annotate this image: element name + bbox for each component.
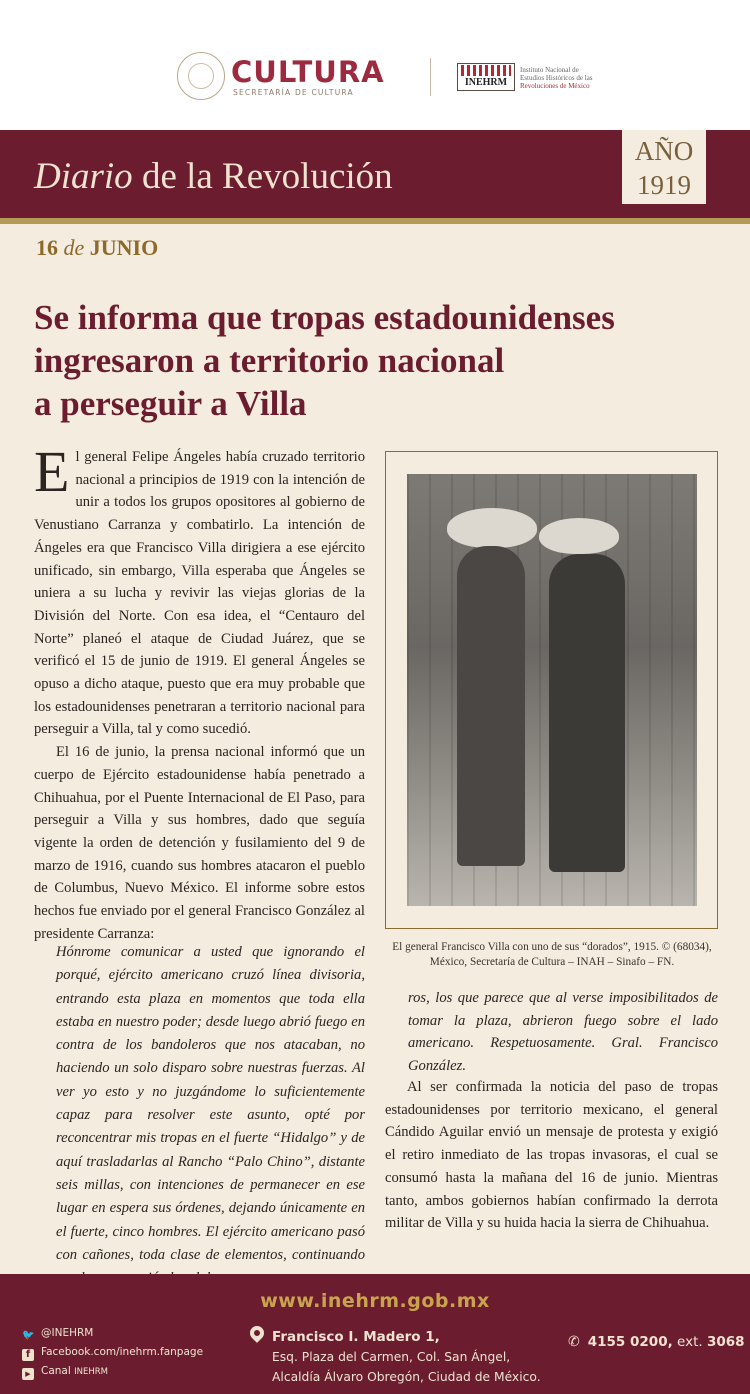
phone-contact[interactable]: [568, 1334, 745, 1350]
inehrm-columns-icon: [461, 65, 511, 76]
institute-name: [520, 66, 593, 90]
facebook-link[interactable]: [22, 1346, 203, 1361]
address: [272, 1327, 541, 1387]
drop-cap: E: [34, 439, 70, 504]
title-italic: Diario: [34, 156, 133, 197]
paragraph-1-text: l general Felipe Ángeles había cruzado territorio nacional a principios de 1919 con la intención de unir a todos los grupos opositores al gobierno de Venustiano Carranza y combatirlo. La intención de Ángeles era que Francisco Villa dirigiera a ese ejército unificado, sin embargo, Villa esperaba que Ángeles se uniera a su lucha y revivir las viejas glorias de la División del Norte. Con esa idea, el “Centauro del Norte” planeó el ataque de Ciudad Juárez, que se verificó el 15 de junio de 1919. El general Ángeles se opuso a dicho ataque, puesto que era muy probable que los estadounidenses penetraran a territorio nacional para perseguir a Villa, tal y como sucedió.: [34, 449, 365, 738]
youtube-channel: INEHRM: [74, 1367, 108, 1377]
title-rest: de la Revolución: [132, 156, 393, 197]
figure-dorado: [457, 546, 525, 866]
headline-line: a perseguir a Villa: [34, 384, 307, 423]
secretaria-label: SECRETARÍA DE CULTURA: [233, 88, 354, 97]
historical-photo: [407, 474, 697, 906]
paragraph-3: Al ser confirmada la noticia del paso de tropas estadounidenses por territorio mexicano, el general Cándido Aguilar envió un mensaje de protesta y exigió el retiro inmediato de las tropas invasoras, el cual se consumó hasta la mañana del 16 de junio. Mientras tanto, ambos gobiernos habían confirmado la derrota militar de Villa y su huida hacia la sierra de Chihuahua.: [385, 1079, 718, 1232]
ext-label: ext.: [677, 1334, 703, 1350]
photo-caption: El general Francisco Villa con uno de sus “dorados”, 1915. © (68034), México, Secretaría de Cultura – INAH – Sinafo – FN.: [392, 941, 712, 968]
twitter-link[interactable]: [22, 1327, 93, 1342]
banner-gold-rule: [0, 218, 750, 224]
institute-line: Instituto Nacional de: [520, 66, 579, 74]
youtube-link[interactable]: [22, 1365, 108, 1380]
twitter-handle: @INEHRM: [41, 1327, 94, 1339]
year-value: 1919: [637, 170, 691, 200]
figure-villa: [549, 554, 625, 872]
twitter-icon: 🐦: [22, 1330, 35, 1341]
quote-right-column: [408, 987, 718, 1078]
facebook-url: Facebook.com/inehrm.fanpage: [41, 1346, 204, 1358]
institute-line: Estudios Históricos de las: [520, 74, 593, 82]
article-right-column: [385, 1076, 718, 1235]
quote-part-2: ros, los que parece que al verse imposibilitados de tomar la plaza, abrieron fuego sobre el lado americano. Respetuosamente. Gral. Francisco González.: [408, 990, 718, 1075]
date-de: de: [63, 235, 85, 260]
youtube-icon: ▶: [22, 1368, 34, 1380]
date-day: 16: [36, 235, 58, 260]
quote-part-1: Hónrome comunicar a usted que ignorando el porqué, ejército americano cruzó línea divisoria, entrando esta plaza en momentos que toda ella estaba en nuestro poder; desde luego abrió fuego en contra de los bandoleros que nos atacaban, no haciendo un solo disparo sobre nuestras fuerzas. Al ver yo esto y no juzgándome lo suficientemente capaz para resolver este asunto, opté por reconcentrar mis tropas en el fuerte “Hidalgo” y de aquí trasladarlas al Rancho “Palo Chino”, distante seis millas, con intenciones de permanecer en ese lugar en espera sus órdenes, dejando únicamente en el fuerte, cinco hombres. El ejército americano pasó con cañones, toda clase de elementos, continuando: [56, 944, 365, 1263]
entry-date: [36, 235, 158, 261]
youtube-prefix: Canal: [41, 1365, 71, 1377]
address-line: Alcaldía Álvaro Obregón, Ciudad de México.: [272, 1370, 541, 1384]
headline-line: Se informa que tropas estadounidenses: [34, 298, 615, 337]
year-label: AÑO: [634, 136, 694, 166]
date-month: JUNIO: [89, 235, 159, 260]
facebook-icon: f: [22, 1349, 34, 1361]
sombrero-left-icon: [447, 508, 537, 548]
cultura-logo: CULTURA: [231, 55, 385, 89]
address-street: Francisco I. Madero 1,: [272, 1329, 440, 1345]
paragraph-1: [34, 439, 365, 741]
inehrm-logo-text: INEHRM: [464, 77, 508, 88]
mexico-seal-icon: [177, 52, 225, 100]
ext-number: 3068: [706, 1334, 745, 1350]
phone-number: 4155 0200,: [587, 1334, 673, 1350]
publication-title: [34, 155, 393, 198]
headline-line: ingresaron a territorio nacional: [34, 341, 505, 380]
website-link[interactable]: www.inehrm.gob.mx: [260, 1290, 490, 1312]
paragraph-2: El 16 de junio, la prensa nacional informó que un cuerpo de Ejército estadounidense había penetrado a Chihuahua, por el Puente Internacional de El Paso, para perseguir a Villa y sus hombres, dado que seguía vigente la orden de detención y fusilamiento del 9 de marzo de 1916, cuando sus hombres atacaron el pueblo de Columbus, Nuevo México. El informe sobre estos hechos fue enviado por el general Francisco González al presidente Carranza:: [34, 744, 365, 942]
article-left-column: [34, 439, 365, 945]
quote-left-column: [56, 941, 365, 1290]
logo-divider: [430, 58, 431, 96]
address-line: Esq. Plaza del Carmen, Col. San Ángel,: [272, 1350, 511, 1364]
headline: [34, 296, 724, 425]
phone-icon: ✆: [568, 1334, 580, 1350]
institute-line: Revoluciones de México: [520, 82, 590, 90]
sombrero-right-icon: [539, 518, 619, 554]
